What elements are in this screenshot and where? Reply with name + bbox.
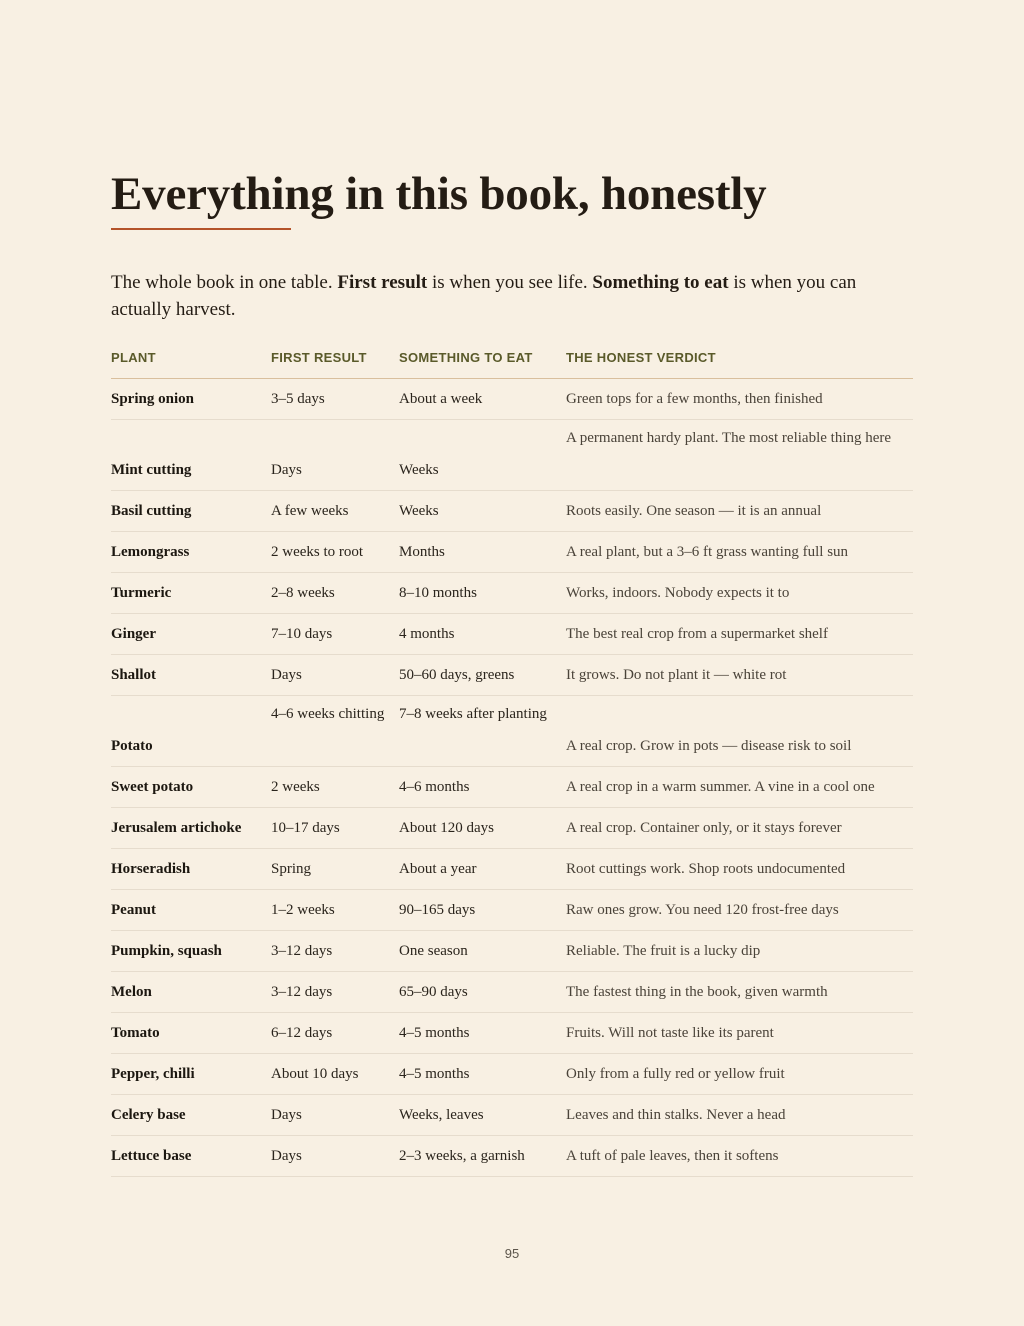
plant-cell: Lemongrass	[111, 532, 271, 573]
header-honest-verdict: THE HONEST VERDICT	[566, 337, 913, 379]
something-to-eat-cell: 4–6 months	[399, 767, 566, 808]
something-to-eat-cell: 50–60 days, greens	[399, 655, 566, 696]
verdict-cell: A real plant, but a 3–6 ft grass wanting full sun	[566, 532, 913, 573]
verdict-cell: A real crop in a warm summer. A vine in a cool one	[566, 767, 913, 808]
something-to-eat-cell: 4–5 months	[399, 1054, 566, 1095]
first-result-cell: Days	[271, 1095, 399, 1136]
table-row	[111, 890, 913, 931]
something-to-eat-cell: One season	[399, 931, 566, 972]
verdict-cell: Roots easily. One season — it is an annual	[566, 491, 913, 532]
something-to-eat-cell: About a week	[399, 379, 566, 420]
summary-table	[111, 337, 913, 1177]
plant-cell: Shallot	[111, 655, 271, 696]
verdict-cell: It grows. Do not plant it — white rot	[566, 655, 913, 696]
table-row	[111, 1054, 913, 1095]
verdict-cell: Leaves and thin stalks. Never a head	[566, 1095, 913, 1136]
plant-cell: Melon	[111, 972, 271, 1013]
table-row	[111, 614, 913, 655]
table-row	[111, 808, 913, 849]
plant-cell: Peanut	[111, 890, 271, 931]
first-result-cell: 4–6 weeks chitting	[271, 696, 399, 767]
table-row	[111, 420, 913, 491]
first-result-cell: 2 weeks to root	[271, 532, 399, 573]
table-row	[111, 931, 913, 972]
verdict-cell: Works, indoors. Nobody expects it to	[566, 573, 913, 614]
intro-paragraph	[111, 269, 919, 323]
table-row	[111, 767, 913, 808]
plant-cell: Potato	[111, 696, 271, 767]
table-row	[111, 696, 913, 767]
header-something-to-eat: SOMETHING TO EAT	[399, 337, 566, 379]
intro-text-3: is when you can actually harvest.	[111, 272, 857, 320]
something-to-eat-cell: About 120 days	[399, 808, 566, 849]
something-to-eat-cell: 2–3 weeks, a garnish	[399, 1136, 566, 1177]
something-to-eat-cell: 65–90 days	[399, 972, 566, 1013]
plant-cell: Horseradish	[111, 849, 271, 890]
verdict-cell: Only from a fully red or yellow fruit	[566, 1054, 913, 1095]
something-to-eat-cell: 4–5 months	[399, 1013, 566, 1054]
verdict-cell: A real crop. Grow in pots — disease risk to soil	[566, 696, 913, 767]
first-result-cell: Days	[271, 655, 399, 696]
first-result-cell: Spring	[271, 849, 399, 890]
first-result-cell: 2–8 weeks	[271, 573, 399, 614]
plant-cell: Mint cutting	[111, 420, 271, 491]
first-result-cell: A few weeks	[271, 491, 399, 532]
table-header-row	[111, 337, 913, 379]
page-number: 95	[504, 1246, 520, 1261]
verdict-cell: A tuft of pale leaves, then it softens	[566, 1136, 913, 1177]
table-row	[111, 972, 913, 1013]
first-result-cell: 2 weeks	[271, 767, 399, 808]
something-to-eat-cell: Weeks, leaves	[399, 1095, 566, 1136]
verdict-cell: Fruits. Will not taste like its parent	[566, 1013, 913, 1054]
first-result-cell: About 10 days	[271, 1054, 399, 1095]
table-row	[111, 1095, 913, 1136]
plant-cell: Celery base	[111, 1095, 271, 1136]
first-result-cell: 1–2 weeks	[271, 890, 399, 931]
plant-cell: Lettuce base	[111, 1136, 271, 1177]
verdict-cell: Raw ones grow. You need 120 frost-free days	[566, 890, 913, 931]
page-title: Everything in this book, honestly	[111, 168, 767, 220]
table-row	[111, 532, 913, 573]
plant-cell: Turmeric	[111, 573, 271, 614]
something-to-eat-cell: Weeks	[399, 420, 566, 491]
table-row	[111, 1136, 913, 1177]
first-result-cell: 3–12 days	[271, 931, 399, 972]
something-to-eat-cell: Weeks	[399, 491, 566, 532]
title-underline	[111, 228, 291, 230]
something-to-eat-cell: 4 months	[399, 614, 566, 655]
first-result-cell: 3–12 days	[271, 972, 399, 1013]
table-row	[111, 849, 913, 890]
table-row	[111, 573, 913, 614]
first-result-cell: 10–17 days	[271, 808, 399, 849]
verdict-cell: A permanent hardy plant. The most reliable thing here	[566, 420, 913, 491]
something-to-eat-cell: Months	[399, 532, 566, 573]
header-first-result: FIRST RESULT	[271, 337, 399, 379]
verdict-cell: The fastest thing in the book, given warmth	[566, 972, 913, 1013]
plant-cell: Ginger	[111, 614, 271, 655]
intro-bold-first-result: First result	[337, 272, 428, 293]
table-row	[111, 491, 913, 532]
first-result-cell: Days	[271, 1136, 399, 1177]
plant-cell: Sweet potato	[111, 767, 271, 808]
intro-text-1: The whole book in one table.	[111, 272, 338, 293]
plant-cell: Basil cutting	[111, 491, 271, 532]
intro-bold-something-to-eat: Something to eat	[592, 272, 729, 293]
table-row	[111, 379, 913, 420]
plant-cell: Pepper, chilli	[111, 1054, 271, 1095]
verdict-cell: Green tops for a few months, then finished	[566, 379, 913, 420]
something-to-eat-cell: 90–165 days	[399, 890, 566, 931]
verdict-cell: A real crop. Container only, or it stays forever	[566, 808, 913, 849]
first-result-cell: 7–10 days	[271, 614, 399, 655]
first-result-cell: 3–5 days	[271, 379, 399, 420]
plant-cell: Jerusalem artichoke	[111, 808, 271, 849]
something-to-eat-cell: About a year	[399, 849, 566, 890]
plant-cell: Tomato	[111, 1013, 271, 1054]
plant-cell: Pumpkin, squash	[111, 931, 271, 972]
first-result-cell: Days	[271, 420, 399, 491]
plant-cell: Spring onion	[111, 379, 271, 420]
something-to-eat-cell: 7–8 weeks after planting	[399, 696, 566, 767]
first-result-cell: 6–12 days	[271, 1013, 399, 1054]
table-row	[111, 1013, 913, 1054]
header-plant: PLANT	[111, 337, 271, 379]
verdict-cell: Reliable. The fruit is a lucky dip	[566, 931, 913, 972]
table-row	[111, 655, 913, 696]
verdict-cell: The best real crop from a supermarket shelf	[566, 614, 913, 655]
something-to-eat-cell: 8–10 months	[399, 573, 566, 614]
intro-text-2: is when you see life.	[427, 272, 593, 293]
verdict-cell: Root cuttings work. Shop roots undocumented	[566, 849, 913, 890]
